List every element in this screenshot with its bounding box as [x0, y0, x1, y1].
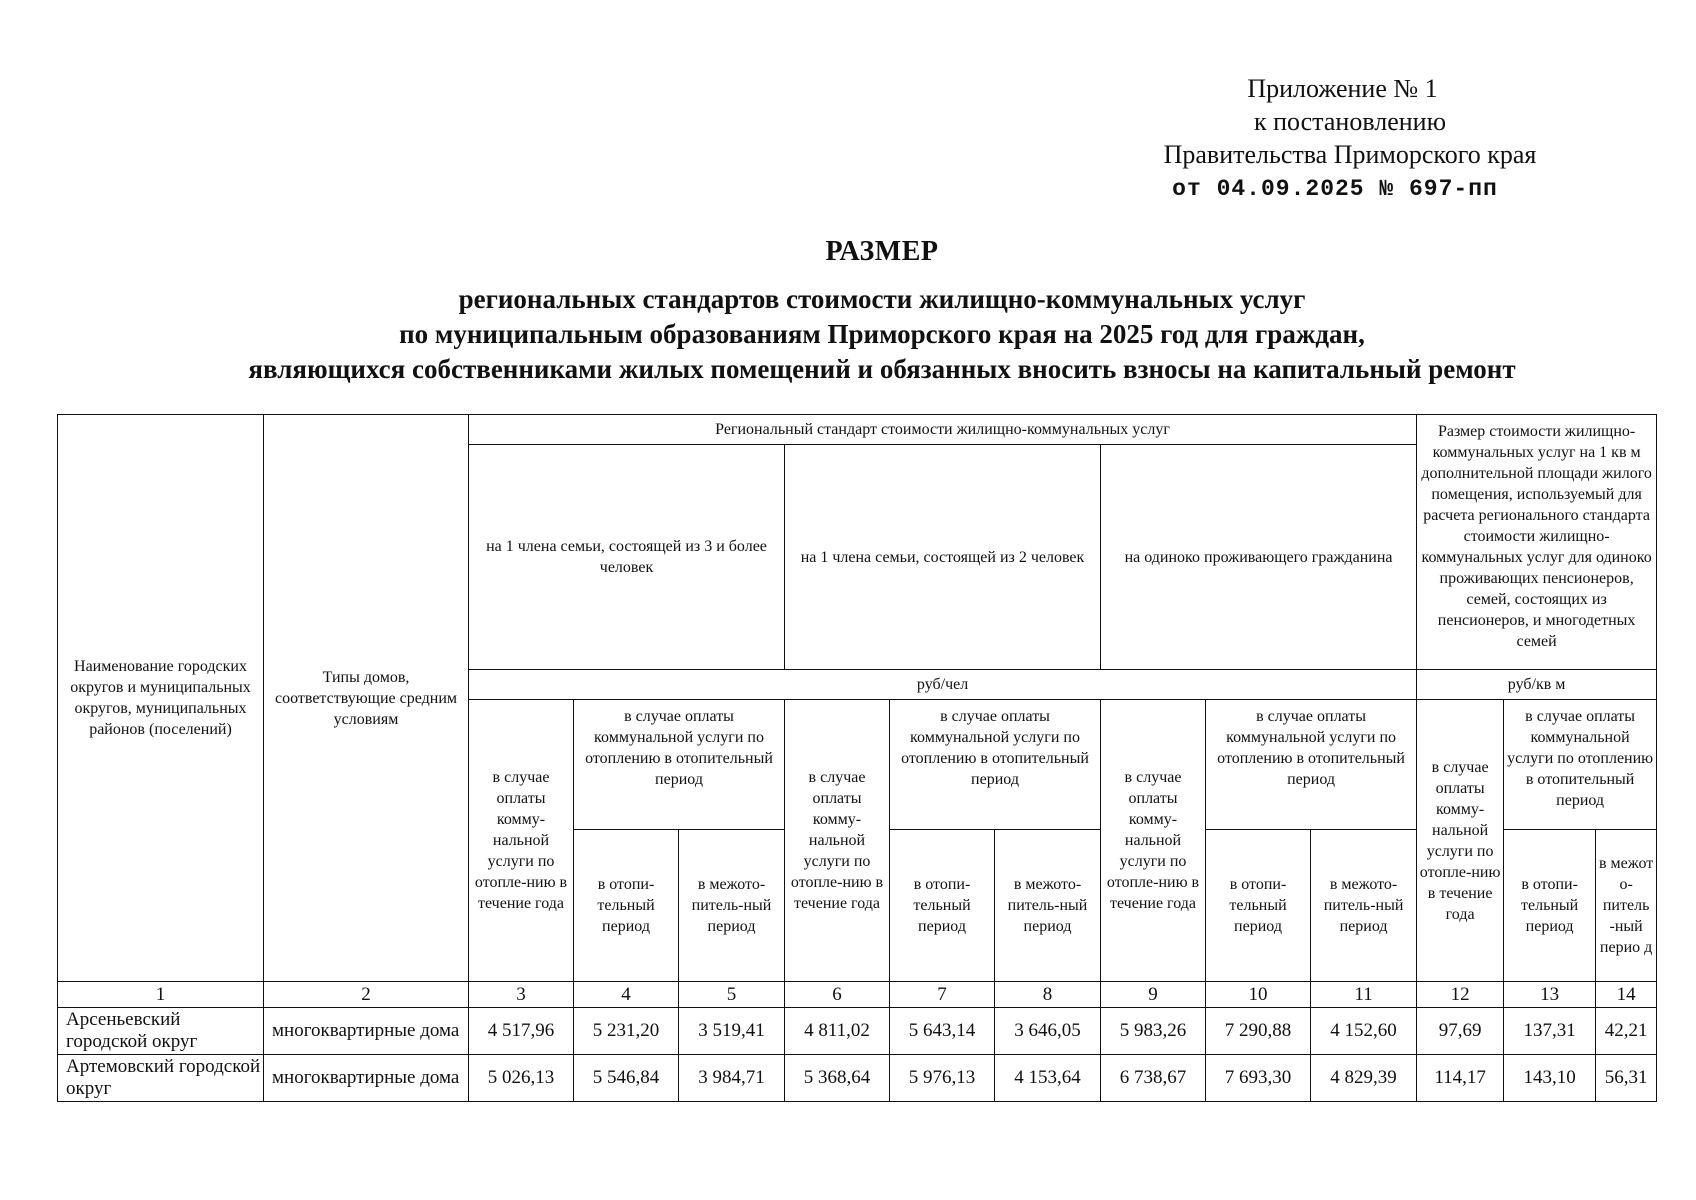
value-cell: 4 811,02 — [785, 1008, 890, 1055]
column-number: 12 — [1417, 982, 1504, 1008]
subtitle-line-2: по муниципальным образованиям Приморского края на 2025 год для граждан, — [399, 319, 1365, 349]
value-cell: 137,31 — [1504, 1008, 1596, 1055]
header-off-season-2: в межото-питель-ный период — [995, 830, 1101, 982]
value-cell: 7 693,30 — [1206, 1055, 1311, 1102]
column-number: 4 — [574, 982, 679, 1008]
appendix-government: Правительства Приморского края — [1163, 140, 1537, 169]
header-heating-year-3plus: в случае оплаты комму-нальной услуги по отопле-нию в течение года — [469, 700, 574, 982]
header-group-single: на одиноко проживающего гражданина — [1101, 445, 1417, 670]
value-cell: 56,31 — [1596, 1055, 1657, 1102]
header-heating-season-area: в случае оплаты коммунальной услуги по отоплению в отопительный период — [1504, 700, 1657, 830]
value-cell: 4 517,96 — [469, 1008, 574, 1055]
value-cell: 97,69 — [1417, 1008, 1504, 1055]
document-title: РАЗМЕР — [825, 236, 939, 267]
house-type: многоквартирные дома — [264, 1055, 469, 1102]
header-heating-year-2: в случае оплаты комму-нальной услуги по отопле-нию в течение года — [785, 700, 890, 982]
standards-table — [57, 414, 1657, 1102]
header-unit-sqm: руб/кв м — [1417, 670, 1657, 700]
value-cell: 5 983,26 — [1101, 1008, 1206, 1055]
header-group-2: на 1 члена семьи, состоящей из 2 человек — [785, 445, 1101, 670]
header-in-season-area: в отопи-тельный период — [1504, 830, 1596, 982]
table-row — [58, 1055, 1657, 1102]
value-cell: 5 231,20 — [574, 1008, 679, 1055]
value-cell: 5 643,14 — [890, 1008, 995, 1055]
municipality-name: Артемовский городской округ — [58, 1055, 264, 1102]
value-cell: 42,21 — [1596, 1008, 1657, 1055]
table-row — [58, 1008, 1657, 1055]
value-cell: 143,10 — [1504, 1055, 1596, 1102]
column-number: 10 — [1206, 982, 1311, 1008]
header-heating-season-single: в случае оплаты коммунальной услуги по отоплению в отопительный период — [1206, 700, 1417, 830]
value-cell: 4 153,64 — [995, 1055, 1101, 1102]
value-cell: 5 026,13 — [469, 1055, 574, 1102]
value-cell: 114,17 — [1417, 1055, 1504, 1102]
header-in-season-single: в отопи-тельный период — [1206, 830, 1311, 982]
value-cell: 3 646,05 — [995, 1008, 1101, 1055]
header-off-season-3plus: в межото-питель-ный период — [679, 830, 785, 982]
column-numbers-row — [58, 982, 1657, 1008]
value-cell: 5 546,84 — [574, 1055, 679, 1102]
appendix-header — [1100, 72, 1600, 206]
header-heating-season-2: в случае оплаты коммунальной услуги по отоплению в отопительный период — [890, 700, 1101, 830]
header-heating-season-3plus: в случае оплаты коммунальной услуги по отоплению в отопительный период — [574, 700, 785, 830]
subtitle-line-3: являющихся собственниками жилых помещений и обязанных вносить взносы на капитальный ремонт — [248, 354, 1516, 384]
appendix-date: от 04.09.2025 № 697-пп — [1172, 176, 1498, 202]
header-group-3plus: на 1 члена семьи, состоящей из 3 и более человек — [469, 445, 785, 670]
appendix-number: Приложение № 1 — [1247, 74, 1438, 103]
value-cell: 3 984,71 — [679, 1055, 785, 1102]
column-number: 13 — [1504, 982, 1596, 1008]
value-cell: 5 976,13 — [890, 1055, 995, 1102]
column-number: 11 — [1311, 982, 1417, 1008]
appendix-resolution: к постановлению — [1253, 107, 1447, 136]
column-number: 3 — [469, 982, 574, 1008]
header-off-season-single: в межото-питель-ный период — [1311, 830, 1417, 982]
header-regional-standard: Региональный стандарт стоимости жилищно-коммунальных услуг — [469, 415, 1417, 445]
column-number: 5 — [679, 982, 785, 1008]
value-cell: 6 738,67 — [1101, 1055, 1206, 1102]
value-cell: 4 152,60 — [1311, 1008, 1417, 1055]
column-number: 9 — [1101, 982, 1206, 1008]
value-cell: 4 829,39 — [1311, 1055, 1417, 1102]
header-unit-person: руб/чел — [469, 670, 1417, 700]
header-heating-year-single: в случае оплаты комму-нальной услуги по отопле-нию в течение года — [1101, 700, 1206, 982]
house-type: многоквартирные дома — [264, 1008, 469, 1055]
value-cell: 7 290,88 — [1206, 1008, 1311, 1055]
column-number: 14 — [1596, 982, 1657, 1008]
value-cell: 5 368,64 — [785, 1055, 890, 1102]
header-off-season-area: в межот о-питель -ный перио д — [1596, 830, 1657, 982]
document-subtitle — [0, 282, 1696, 387]
header-type: Типы домов, соответствующие средним условиям — [264, 415, 469, 982]
header-in-season-3plus: в отопи-тельный период — [574, 830, 679, 982]
header-heating-year-area: в случае оплаты комму-нальной услуги по отопле-нию в течение года — [1417, 700, 1504, 982]
column-number: 1 — [58, 982, 264, 1008]
value-cell: 3 519,41 — [679, 1008, 785, 1055]
header-in-season-2: в отопи-тельный период — [890, 830, 995, 982]
column-number: 7 — [890, 982, 995, 1008]
column-number: 6 — [785, 982, 890, 1008]
header-additional-area: Размер стоимости жилищно-коммунальных услуг на 1 кв м дополнительной площади жилого помещения, используемый для расчета регионального стандарта стоимости жилищно-коммунальных услуг для одиноко проживающих пенсионеров, семей, состоящих из пенсионеров, и многодетных семей — [1417, 415, 1657, 670]
subtitle-line-1: региональных стандартов стоимости жилищно-коммунальных услуг — [458, 284, 1306, 314]
municipality-name: Арсеньевский городской округ — [58, 1008, 264, 1055]
column-number: 8 — [995, 982, 1101, 1008]
header-name: Наименование городских округов и муниципальных округов, муниципальных районов (поселений) — [58, 415, 264, 982]
column-number: 2 — [264, 982, 469, 1008]
